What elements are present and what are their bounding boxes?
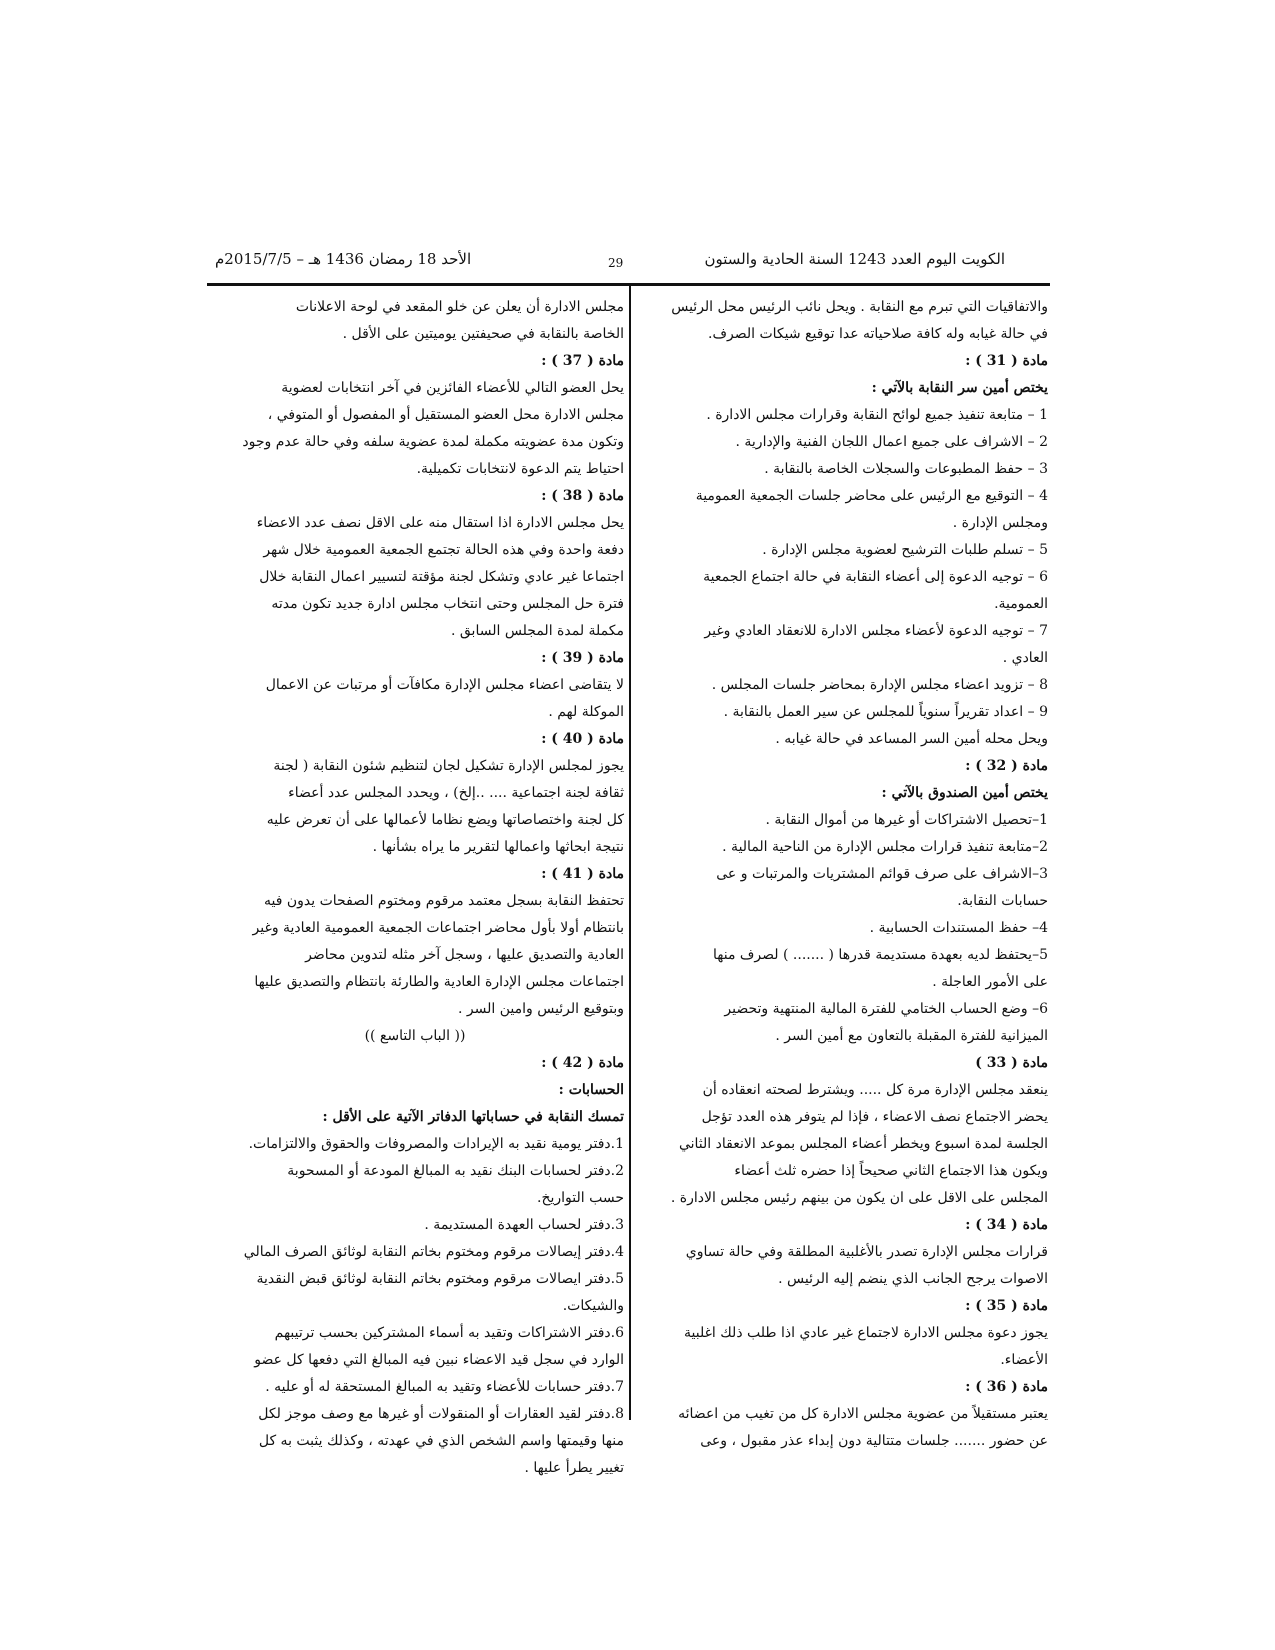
text-line: 8.دفتر لقيد العقارات أو المنقولات أو غيرها مع وصف موجز لكل [258,1406,624,1422]
text-line: الأعضاء. [1000,1352,1048,1368]
right-column-text [630,294,1048,1455]
text-line: لا يتقاضى اعضاء مجلس الإدارة مكافآت أو مرتبات عن الاعمال [265,677,624,693]
text-line: الاصوات يرجح الجانب الذي ينضم إليه الرئيس . [778,1271,1048,1287]
text-line: تغيير يطرأ عليها . [524,1460,624,1476]
text-line: مادة ( 40 ) : [541,731,624,747]
text-line: مادة ( 39 ) : [541,650,624,666]
text-line: الخاصة بالنقابة في صحيفتين يوميتين على الأقل . [342,326,624,342]
text-line: تحتفظ النقابة بسجل معتمد مرقوم ومختوم الصفحات يدون فيه [263,893,624,909]
text-line: 2 – الاشراف على جميع اعمال اللجان الفنية والإدارية . [735,434,1048,450]
text-line: يحضر الاجتماع نصف الاعضاء ، فإذا لم يتوفر هذه العدد تؤجل [701,1109,1048,1125]
text-line: 5–يحتفظ لديه بعهدة مستديمة قدرها ( ....... ) لصرف منها [713,947,1048,963]
text-line: مجلس الادارة محل العضو المستقيل أو المفصول أو المتوفي ، [267,407,624,423]
text-line: حسابات النقابة. [957,893,1048,909]
text-line: مادة ( 32 ) : [965,758,1048,774]
text-line: 5 – تسلم طلبات الترشيح لعضوية مجلس الإدارة . [762,542,1048,558]
text-line: 7.دفتر حسابات للأعضاء وتقيد به المبالغ المستحقة له أو عليه . [265,1379,624,1395]
text-line: الحسابات : [558,1082,624,1098]
text-line: في حالة غيابه وله كافة صلاحياته عدا توقيع شيكات الصرف. [708,326,1048,342]
text-line: 4.دفتر إيصالات مرقوم ومختوم بخاتم النقابة لوثائق الصرف المالي [243,1244,624,1260]
text-line: اجتماعا غير عادي وتشكل لجنة مؤقتة لتسيير اعمال النقابة خلال [259,569,624,585]
text-line: مكملة لمدة المجلس السابق . [450,623,624,639]
text-line: ويكون هذا الاجتماع الثاني صحيحاً إذا حضره ثلث أعضاء [734,1163,1048,1179]
text-line: يختص أمين سر النقابة بالآتي : [871,380,1048,396]
text-line: يختص أمين الصندوق بالآتي : [881,785,1048,801]
text-line: مادة ( 38 ) : [541,488,624,504]
text-line: الميزانية للفترة المقبلة بالتعاون مع أمين السر . [775,1028,1048,1044]
text-line: حسب التواريخ. [537,1190,624,1206]
text-line: 8 – تزويد اعضاء مجلس الإدارة بمحاضر جلسات المجلس . [711,677,1048,693]
header-publication-info: الكويت اليوم العدد 1243 السنة الحادية والستون [704,250,1005,268]
text-line: 1–تحصيل الاشتراكات أو غيرها من أموال النقابة . [765,812,1048,828]
text-line: قرارات مجلس الإدارة تصدر بالأغلبية المطلقة وفي حالة تساوي [685,1244,1048,1260]
text-line: مادة ( 36 ) : [965,1379,1048,1395]
column-divider [629,285,631,1420]
text-line: الموكلة لهم . [548,704,624,720]
text-line: مادة ( 35 ) : [965,1298,1048,1314]
text-line: يحل مجلس الادارة اذا استقال منه على الاقل نصف عدد الاعضاء [256,515,624,531]
text-line: مادة ( 42 ) : [541,1055,624,1071]
left-column-text [206,294,624,1482]
text-line: عن حضور ....... جلسات متتالية دون إبداء عذر مقبول ، وعى [700,1433,1048,1449]
text-line: المجلس على الاقل على ان يكون من بينهم رئيس مجلس الادارة . [670,1190,1048,1206]
text-line: والاتفاقيات التي تبرم مع النقابة . ويحل نائب الرئيس محل الرئيس [671,299,1048,315]
text-line: منها وقيمتها واسم الشخص الذي في عهدته ، وكذلك يثبت به كل [258,1433,624,1449]
text-line: الجلسة لمدة اسبوع ويخطر أعضاء المجلس بموعد الانعقاد الثاني [678,1136,1048,1152]
text-line: 5.دفتر ايصالات مرقوم ومختوم بخاتم النقابة لوثائق قبض النقدية [256,1271,624,1287]
text-line: نتيجة ابحاثها واعمالها لتقرير ما يراه بشأنها . [372,839,624,855]
text-line: احتياط يتم الدعوة لانتخابات تكميلية. [416,461,624,477]
text-line: العمومية. [994,596,1048,612]
text-line: 2–متابعة تنفيذ قرارات مجلس الإدارة من الناحية المالية . [722,839,1048,855]
text-line: تمسك النقابة في حساباتها الدفاتر الآتية على الأقل : [322,1109,624,1125]
text-line: اجتماعات مجلس الإدارة العادية والطارئة بانتظام والتصديق عليها [254,974,624,990]
text-line: ثقافة لجنة اجتماعية .... ..إلخ) ، ويحدد المجلس عدد أعضاء [288,785,624,801]
text-line: مادة ( 37 ) : [541,353,624,369]
text-line: يجوز دعوة مجلس الادارة لاجتماع غير عادي اذا طلب ذلك اغلبية [684,1325,1048,1341]
header-date: الأحد 18 رمضان 1436 هـ – 2015/7/5م [215,250,472,268]
text-line: 2.دفتر لحسابات البنك نقيد به المبالغ المودعة أو المسحوبة [287,1163,624,1179]
text-line: ومجلس الإدارة . [952,515,1048,531]
text-line: 6 – توجيه الدعوة إلى أعضاء النقابة في حالة اجتماع الجمعية [703,569,1048,585]
text-line: ويحل محله أمين السر المساعد في حالة غيابه . [775,731,1048,747]
text-line: مجلس الادارة أن يعلن عن خلو المقعد في لوحة الاعلانات [295,299,624,315]
text-line: مادة ( 41 ) : [541,866,624,882]
text-line: مادة ( 33 ) [975,1055,1048,1071]
text-line: وبتوقيع الرئيس وامين السر . [458,1001,624,1017]
text-line: بانتظام أولا بأول محاضر اجتماعات الجمعية العمومية العادية وغير [252,920,624,936]
text-line: العادية والتصديق عليها ، وسجل آخر مثله لتدوين محاضر [305,947,624,963]
text-line: (( الباب التاسع )) [364,1028,466,1044]
text-line: 6.دفتر الاشتراكات وتقيد به أسماء المشتركين بحسب ترتيبهم [274,1325,624,1341]
text-line: 7 – توجيه الدعوة لأعضاء مجلس الادارة للانعقاد العادي وغير [704,623,1048,639]
text-line: 6– وضع الحساب الختامي للفترة المالية المنتهية وتحضير [724,1001,1048,1017]
text-line: 1 – متابعة تنفيذ جميع لوائح النقابة وقرارات مجلس الادارة . [706,407,1048,423]
text-line: 3–الاشراف على صرف قوائم المشتريات والمرتبات و عى [716,866,1048,882]
text-line: 1.دفتر يومية نقيد به الإيرادات والمصروفات والحقوق والالتزامات. [248,1136,624,1152]
text-line: 9 – اعداد تقريراً سنوياً للمجلس عن سير العمل بالنقابة . [723,704,1048,720]
text-line: على الأمور العاجلة . [932,974,1048,990]
text-line: ينعقد مجلس الإدارة مرة كل ..... ويشترط لصحته انعقاده أن [702,1082,1048,1098]
text-line: 3 – حفظ المطبوعات والسجلات الخاصة بالنقابة . [764,461,1048,477]
text-line: يعتبر مستقيلاً من عضوية مجلس الادارة كل من تغيب من اعضائه [678,1406,1048,1422]
text-line: وتكون مدة عضويته مكملة لمدة عضوية سلفه وفي حالة عدم وجود [242,434,624,450]
text-line: يجوز لمجلس الإدارة تشكيل لجان لتنظيم شئون النقابة ( لجنة [273,758,624,774]
text-line: الوارد في سجل قيد الاعضاء نبين فيه المبالغ التي دفعها كل عضو [254,1352,624,1368]
text-line: مادة ( 31 ) : [965,353,1048,369]
text-line: 4 – التوقيع مع الرئيس على محاضر جلسات الجمعية العمومية [695,488,1048,504]
text-line: 3.دفتر لحساب العهدة المستديمة . [424,1217,624,1233]
text-line: مادة ( 34 ) : [965,1217,1048,1233]
page-number: 29 [608,256,624,270]
text-line: كل لجنة واختصاصاتها ويضع نظاما لأعمالها على أن تعرض عليه [266,812,624,828]
text-line: دفعة واحدة وفي هذه الحالة تجتمع الجمعية العمومية خلال شهر [263,542,624,558]
text-line: فترة حل المجلس وحتى انتخاب مجلس ادارة جديد تكون مدته [271,596,624,612]
text-line: العادي . [1002,650,1048,666]
text-line: 4– حفظ المستندات الحسابية . [869,920,1048,936]
text-line: يحل العضو التالي للأعضاء الفائزين في آخر انتخابات لعضوية [281,380,624,396]
text-line: والشيكات. [562,1298,624,1314]
